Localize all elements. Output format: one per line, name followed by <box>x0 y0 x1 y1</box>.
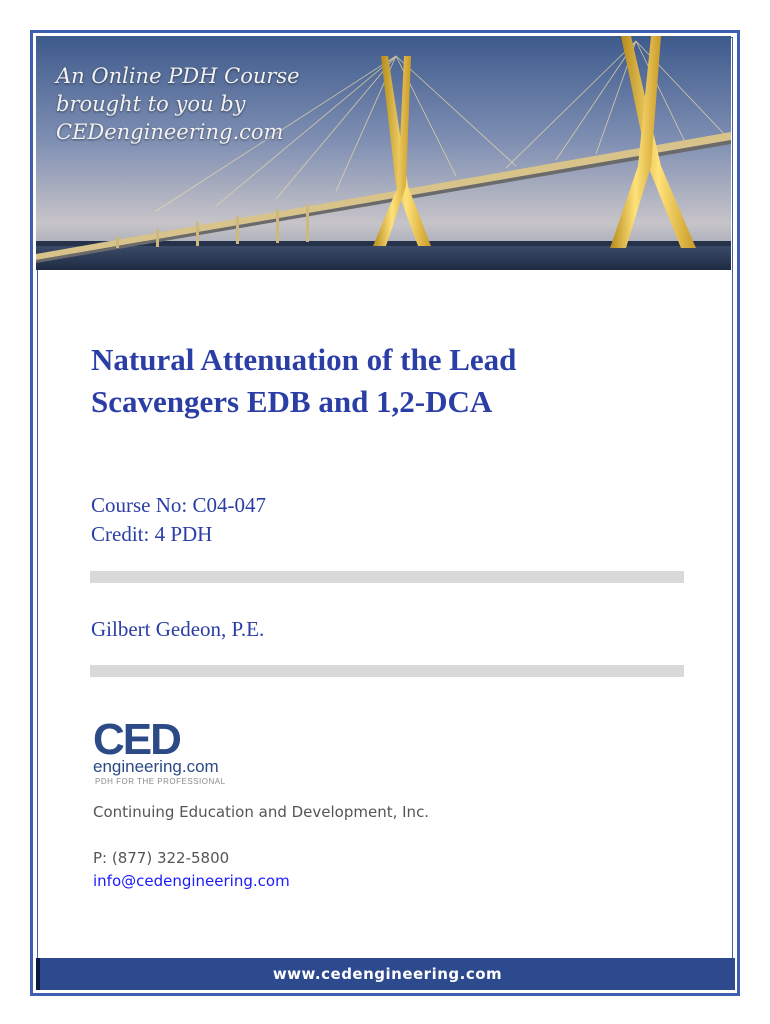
banner-line-2: brought to you by <box>56 92 246 116</box>
divider-rule-1 <box>90 571 684 583</box>
course-title-line-1: Natural Attenuation of the Lead <box>91 342 517 377</box>
banner-line-1: An Online PDH Course <box>56 64 300 88</box>
logo-mark: CED <box>93 715 180 764</box>
course-number: Course No: C04-047 <box>91 493 266 517</box>
course-title-line-2: Scavengers EDB and 1,2-DCA <box>91 384 493 419</box>
ced-logo <box>93 715 293 791</box>
footer-website-bar[interactable]: www.cedengineering.com <box>40 958 735 990</box>
divider-rule-2 <box>90 665 684 677</box>
cover-banner-image <box>36 36 731 270</box>
course-info <box>91 491 266 549</box>
logo-wordmark: engineering.com <box>93 757 219 776</box>
course-credit: Credit: 4 PDH <box>91 522 213 546</box>
phone-number: P: (877) 322-5800 <box>93 849 230 867</box>
course-title <box>91 339 651 423</box>
page-frame <box>30 30 740 996</box>
banner-line-3: CEDengineering.com <box>56 120 284 144</box>
company-name: Continuing Education and Development, Inc. <box>93 803 430 821</box>
email-link[interactable]: info@cedengineering.com <box>93 872 290 890</box>
course-author: Gilbert Gedeon, P.E. <box>91 617 265 641</box>
banner-caption <box>56 62 300 146</box>
logo-tagline: PDH FOR THE PROFESSIONAL <box>95 777 226 786</box>
